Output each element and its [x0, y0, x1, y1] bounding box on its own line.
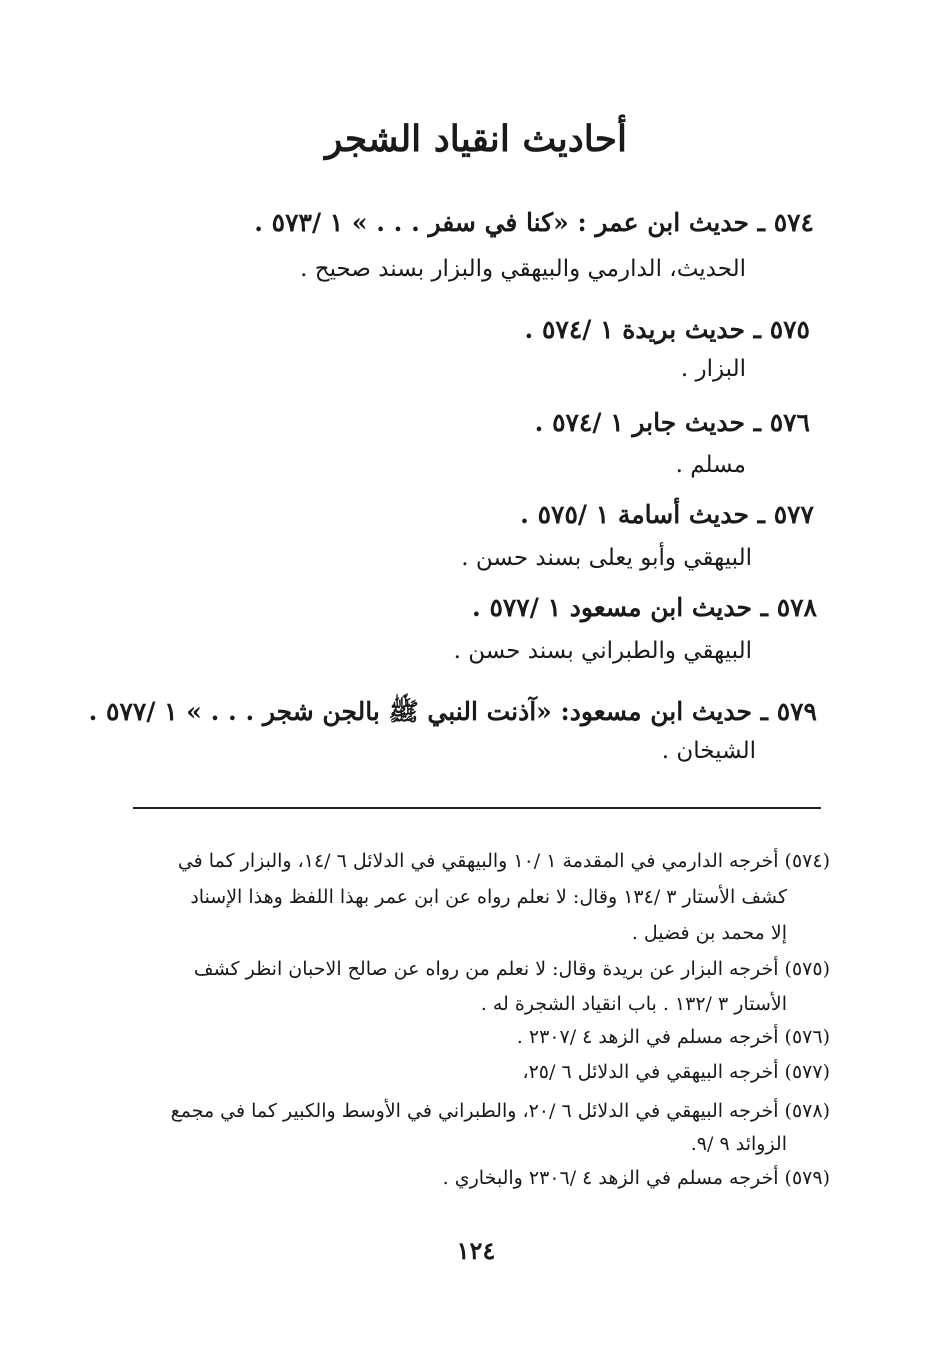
footnote-579: (٥٧٩) أخرجه مسلم في الزهد ٤ /٢٣٠٦ والبخاري . [442, 1167, 830, 1189]
entry-579-text: الشيخان . [661, 738, 756, 764]
entry-576-text: مسلم . [675, 452, 746, 478]
entry-577-heading: ٥٧٧ ـ حديث أسامة ١ /٥٧٥ . [520, 500, 814, 529]
footnote-575: (٥٧٥) أخرجه البزار عن بريدة وقال: لا نعلم من رواه عن صالح الاحبان انظر كشف [193, 958, 830, 980]
entry-579-heading: ٥٧٩ ـ حديث ابن مسعود: «آذنت النبي ﷺ بالجن شجر . . . » ١ /٥٧٧ . [88, 697, 817, 726]
footnote-divider [133, 807, 821, 809]
footnote-576: (٥٧٦) أخرجه مسلم في الزهد ٤ /٢٣٠٧ . [516, 1026, 830, 1048]
footnote-578: (٥٧٨) أخرجه البيهقي في الدلائل ٦ /٢٠، والطبراني في الأوسط والكبير كما في مجمع [170, 1100, 830, 1122]
entry-574-text: الحديث، الدارمي والبيهقي والبزار بسند صحيح . [300, 256, 746, 282]
page-title: أحاديث انقياد الشجر [325, 118, 627, 160]
entry-575-text: البزار . [680, 356, 746, 382]
footnote-574: (٥٧٤) أخرجه الدارمي في المقدمة ١ /١٠ والبيهقي في الدلائل ٦ /١٤، والبزار كما في [177, 850, 830, 872]
entry-578-text: البيهقي والطبراني بسند حسن . [453, 638, 752, 664]
entry-577-text: البيهقي وأبو يعلى بسند حسن . [461, 545, 752, 571]
entry-576-heading: ٥٧٦ ـ حديث جابر ١ /٥٧٤ . [534, 408, 810, 437]
footnote-574-cont-2: إلا محمد بن فضيل . [631, 922, 787, 944]
entry-574-heading: ٥٧٤ ـ حديث ابن عمر : «كنا في سفر . . . » ١ /٥٧٣ . [254, 208, 814, 237]
page-number: ١٢٤ [456, 1236, 496, 1265]
footnote-578-cont-1: الزوائد ٩ /٩. [690, 1133, 787, 1155]
footnote-574-cont-1: كشف الأستار ٣ /١٣٤ وقال: لا نعلم رواه عن ابن عمر بهذا اللفظ وهذا الإسناد [190, 886, 787, 908]
entry-578-heading: ٥٧٨ ـ حديث ابن مسعود ١ /٥٧٧ . [472, 593, 817, 622]
footnote-577: (٥٧٧) أخرجه البيهقي في الدلائل ٦ /٢٥، [522, 1061, 830, 1083]
entry-575-heading: ٥٧٥ ـ حديث بريدة ١ /٥٧٤ . [524, 315, 810, 344]
footnote-575-cont-1: الأستار ٣ /١٣٢ . باب انقياد الشجرة له . [480, 993, 787, 1015]
